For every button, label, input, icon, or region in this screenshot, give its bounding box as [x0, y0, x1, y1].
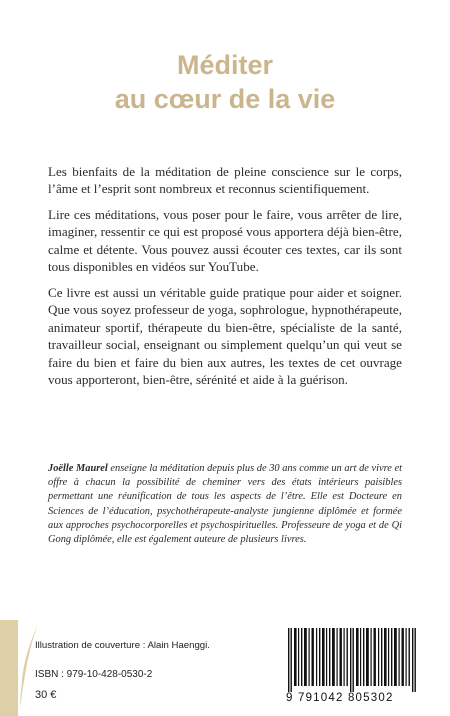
barcode	[286, 628, 422, 706]
paragraph-1: Les bienfaits de la méditation de pleine conscience sur le corps, l’âme et l’esprit sont nombreux et reconnus scientifiquement.	[48, 164, 402, 197]
cover-credit: Illustration de couverture : Alain Haenggi.	[35, 640, 210, 651]
accent-bar	[0, 620, 18, 716]
author-bio-text: enseigne la méditation depuis plus de 30 ans comme un art de vivre et offre à chacun la possibilité de cheminer vers des états intérieurs paisibles permettant une réunification de tous les aspects de l’être. Elle est Docteure en Sciences de l’éducation, psychothérapeute-analyste jungienne diplômée et formée aux approches psychocorporelles et psychospirituelles. Professeure de yoga et de Qi Gong diplômée, elle est également auteure de plusieurs livres.	[48, 463, 402, 546]
isbn-text: ISBN : 979-10-428-0530-2	[35, 669, 153, 680]
barcode-bars	[286, 628, 422, 692]
title-line-1: Méditer	[176, 50, 274, 80]
title-line-2: au cœur de la vie	[114, 84, 336, 114]
price-text: 30 €	[35, 689, 57, 701]
paragraph-3: Ce livre est aussi un véritable guide pratique pour aider et soigner. Que vous soyez professeur de yoga, sophrologue, hypnothérapeute, animateur sportif, thérapeute du bien-être, spécialiste de la santé, travailleur social, enseignant ou simplement quelqu’un qui veut se faire du bien et faire du bien aux autres, les textes de cet ouvrage vous apporteront, bien-être, sérénité et aide à la guérison.	[48, 285, 402, 388]
paragraph-2: Lire ces méditations, vous poser pour le faire, vous arrêter de lire, imaginer, ressentir ce qui est proposé vous apportera déjà bien-être, calme et détente. Vous pouvez aussi écouter ces textes, car ils sont tous disponibles en vidéos sur YouTube.	[48, 207, 402, 275]
author-name: Joëlle Maurel	[48, 463, 108, 474]
book-title	[0, 48, 450, 116]
barcode-digits: 9 791042 805302	[286, 692, 394, 704]
author-bio	[48, 462, 402, 547]
